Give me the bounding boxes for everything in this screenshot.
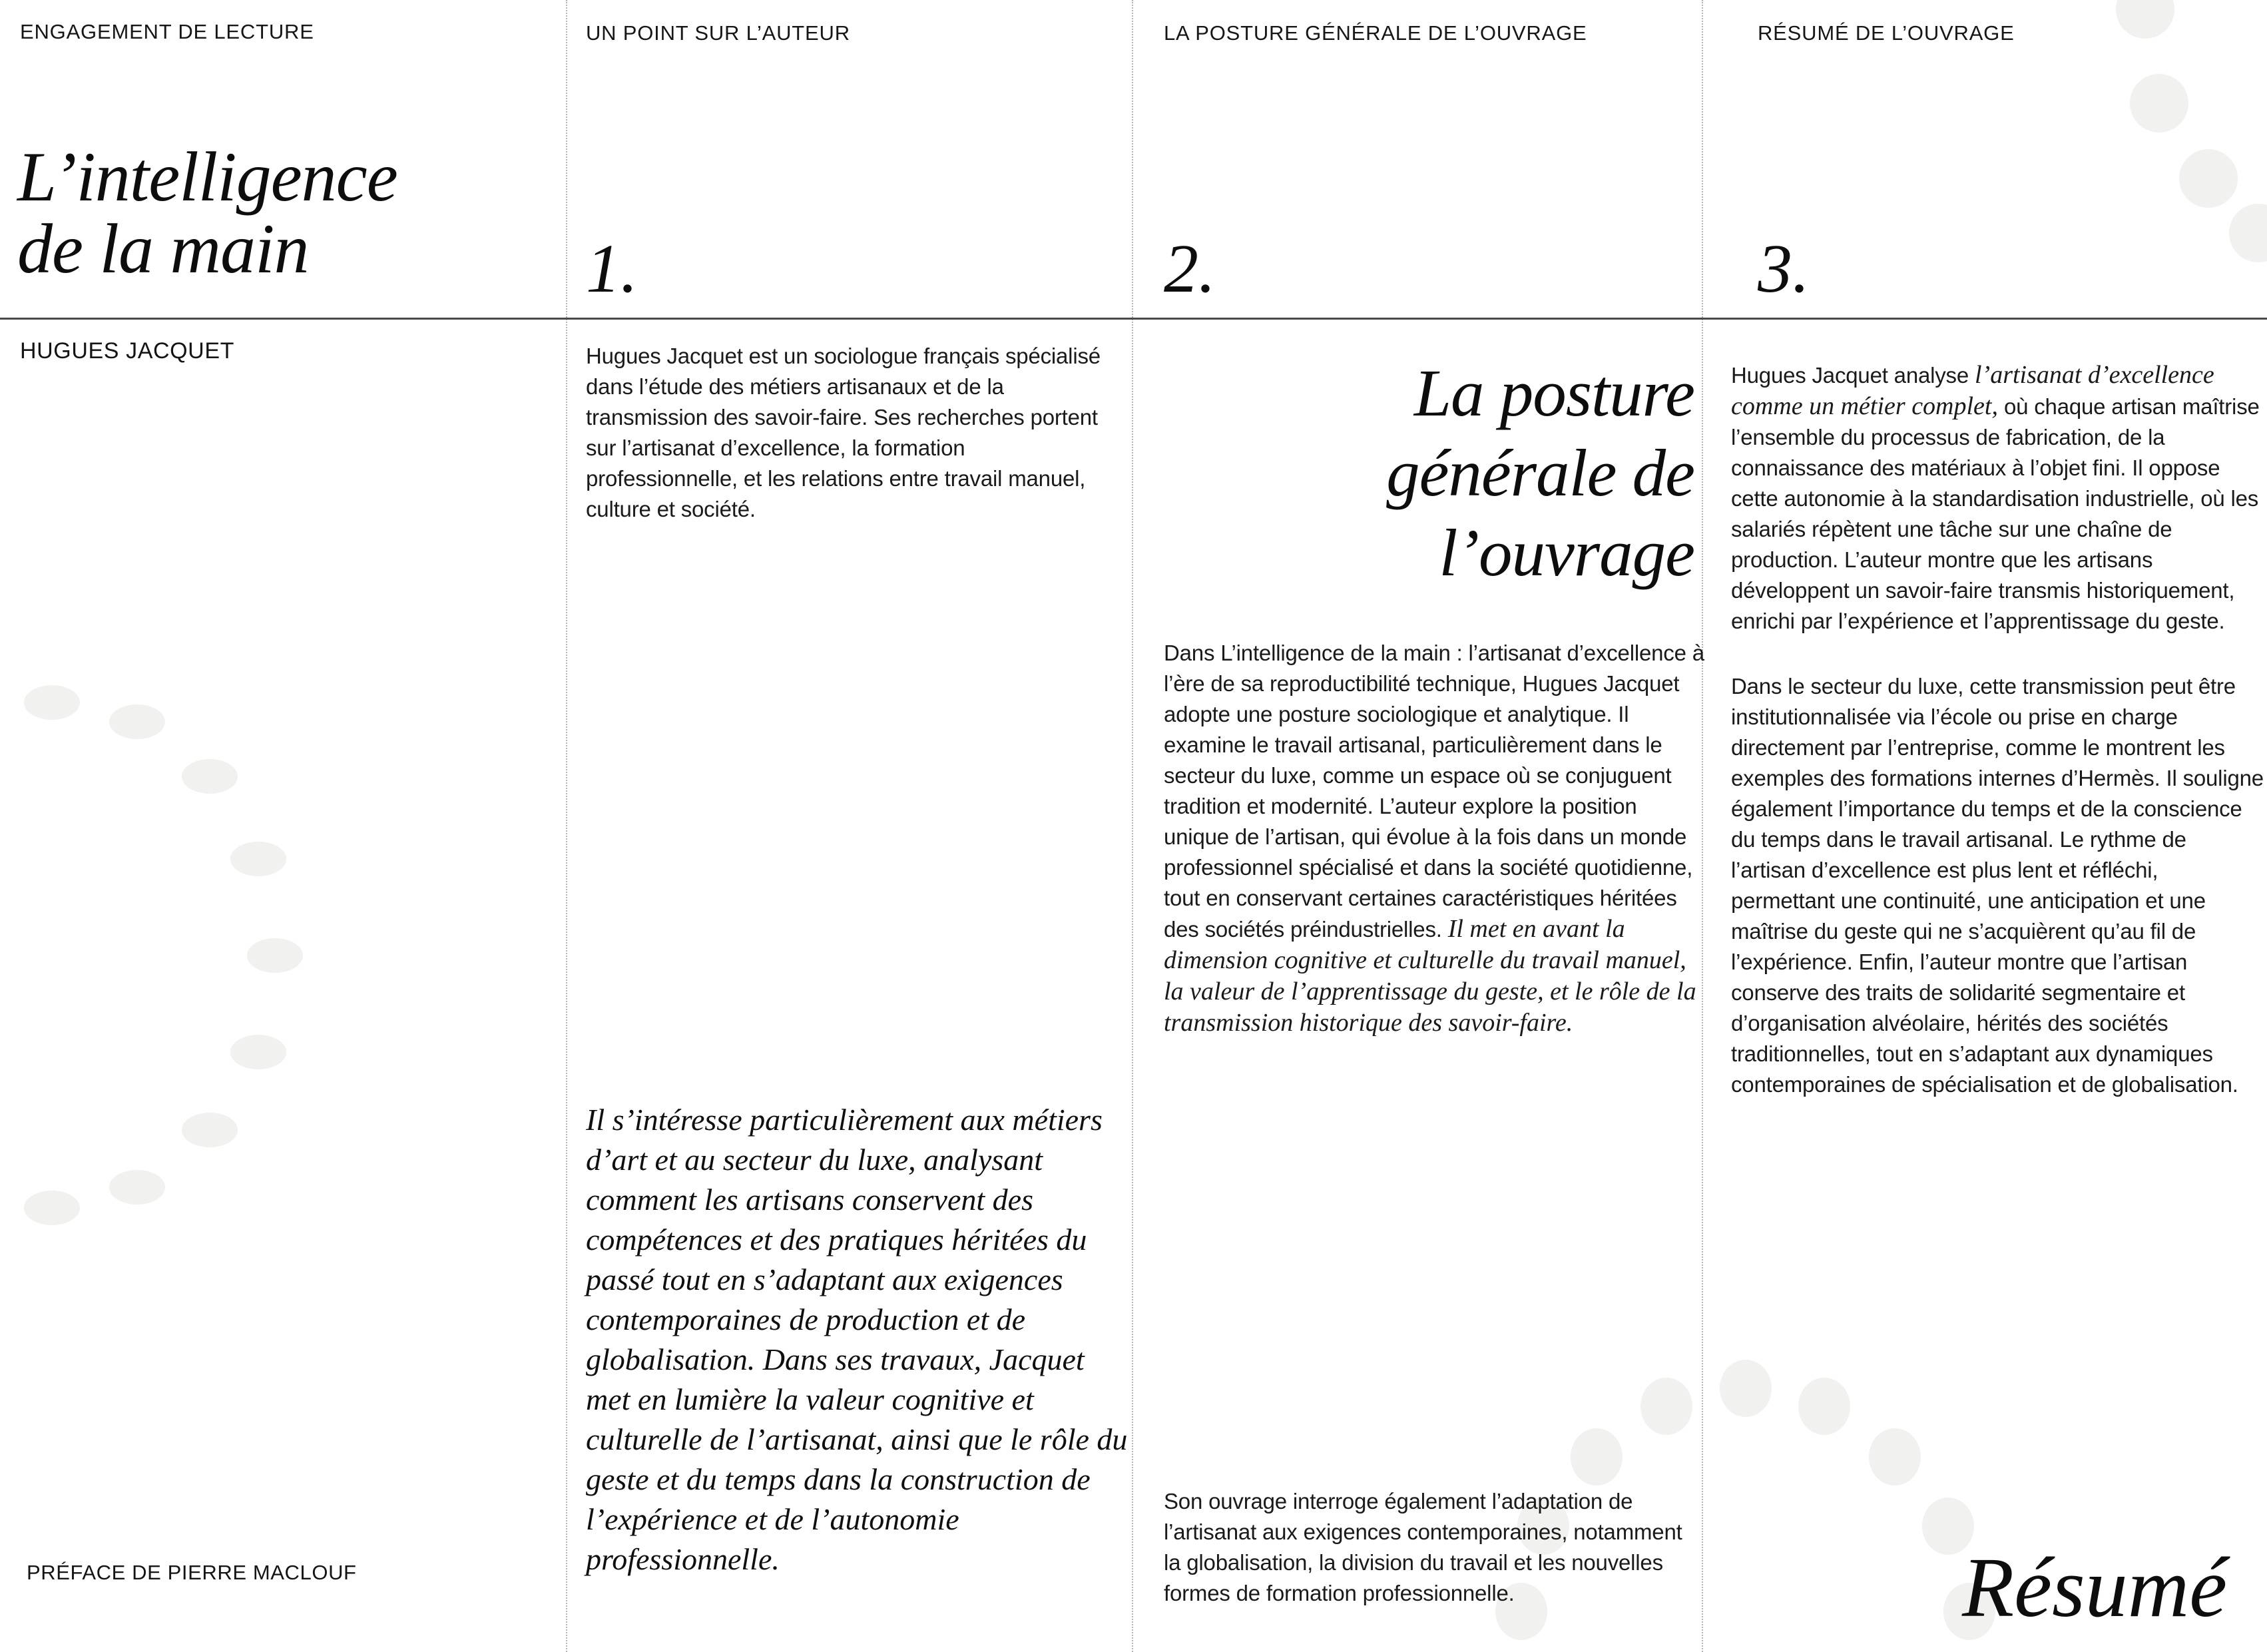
decor-dot [109,1170,165,1205]
posture-title-line-1: La posture [1413,356,1694,430]
decor-dot [182,1113,238,1147]
book-title [17,138,397,288]
resume-paragraph-1-rest: où chaque artisan maîtrise l’ensemble du processus de fabrication, de la connaissance des matériaux à l’objet fini. Il oppose cette autonomie à la standardisation industrielle, où les salariés répètent une tâche sur une chaîne de production. L’auteur montre que les artisans développent un savoir-faire transmis historiquement, enrichi par l’expérience et l’apprentissage du geste. [1731,394,2260,633]
resume-paragraph-1 [1731,360,2264,637]
column-divider [566,0,567,1652]
decor-dot [182,759,238,794]
decor-dot [24,685,80,720]
decor-dot [109,704,165,739]
section-header-posture: LA POSTURE GÉNÉRALE DE L’OUVRAGE [1164,21,1587,45]
section-number-3: 3. [1758,230,1810,307]
decor-dot [1869,1428,1921,1486]
posture-display-title [1162,353,1694,593]
book-title-line-2: de la main [17,210,309,288]
decor-dot [2130,74,2188,133]
resume-paragraph-1-lead: Hugues Jacquet analyse [1731,363,1975,388]
decor-dot [2229,204,2267,262]
posture-title-line-3: l’ouvrage [1439,515,1694,590]
section-header-resume: RÉSUMÉ DE L’OUVRAGE [1758,21,2015,45]
posture-paragraph-regular: Dans L’intelligence de la main : l’artisanat d’excellence à l’ère de sa reproductibilité technique, Hugues Jacquet adopte une posture sociologique et analytique. Il examine le travail artisanal, particulièrement dans le secteur du luxe, comme un espace où se conjuguent tradition et modernité. L’auteur explore la position unique de l’artisan, qui évolue à la fois dans un monde professionnel spécialisé et dans la société quotidienne, tout en conservant certaines caractéristiques héritées des sociétés préindustrielles. [1164,641,1704,942]
posture-paragraph-italic: Il met en avant la dimension cognitive et culturelle du travail manuel, la valeur de l’apprentissage du geste, et le rôle de la transmission historique des savoir-faire. [1164,915,1696,1037]
column-divider [1132,0,1133,1652]
resume-paragraph-1-italic: l’artisanat d’excellence comme un métier complet, [1731,361,2214,420]
decor-dot [2179,149,2238,208]
decor-dot [1571,1428,1623,1486]
section-number-1: 1. [586,230,638,307]
decor-dot [1720,1360,1772,1417]
book-title-line-1: L’intelligence [17,138,397,216]
decor-dot [230,842,286,876]
author-name: HUGUES JACQUET [20,338,234,364]
header-rule [0,318,2267,320]
section-header-engagement: ENGAGEMENT DE LECTURE [20,20,314,43]
section-number-2: 2. [1164,230,1216,307]
decor-dot [2116,0,2174,39]
author-focus-quote: Il s’intéresse particulièrement aux métiers d’art et au secteur du luxe, analysant comment les artisans conservent des compétences et des pratiques héritées du passé tout en s’adaptant aux exigences contemporaines de production et de globalisation. Dans ses travaux, Jacquet met en lumière la valeur cognitive et culturelle de l’artisanat, ainsi que le rôle du geste et du temps dans la construction de l’expérience et de l’autonomie professionnelle. [586,1103,1128,1576]
posture-paragraph [1164,638,1706,1039]
author-bio-paragraph: Hugues Jacquet est un sociologue français spécialisé dans l’étude des métiers artisanaux et de la transmission des savoir-faire. Ses recherches portent sur l’artisanat d’excellence, la formation professionnelle, et les relations entre travail manuel, culture et société. [586,344,1101,521]
decor-dot [1798,1378,1850,1435]
section-header-auteur: UN POINT SUR L’AUTEUR [586,21,850,45]
posture-footer-note: Son ouvrage interroge également l’adaptation de l’artisanat aux exigences contemporaines, notamment la globalisation, la division du travail et les nouvelles formes de formation professionnelle. [1164,1489,1682,1605]
preface-credit: PRÉFACE DE PIERRE MACLOUF [27,1561,357,1584]
decor-dot [247,938,303,973]
decor-dot [230,1035,286,1069]
decor-dot [24,1191,80,1225]
posture-title-line-2: générale de [1386,435,1694,510]
resume-paragraph-2: Dans le secteur du luxe, cette transmission peut être institutionnalisée via l’école ou prise en charge directement par l’entreprise, comme le montrent les exemples des formations internes d’Hermès. Il souligne également l’importance du temps et de la conscience du temps dans le travail artisanal. Le rythme de l’artisan d’excellence est plus lent et réfléchi, permettant une continuité, une anticipation et une maîtrise du geste qui ne s’acquièrent qu’au fil de l’expérience. Enfin, l’auteur montre que l’artisan conserve des traits de solidarité segmentaire et d’organisation alvéolaire, hérités des sociétés traditionnelles, tout en s’adaptant aux dynamiques contemporaines de spécialisation et de globalisation. [1731,674,2264,1097]
decor-dot [1640,1378,1692,1435]
resume-display-word: Résumé [1961,1540,2227,1635]
